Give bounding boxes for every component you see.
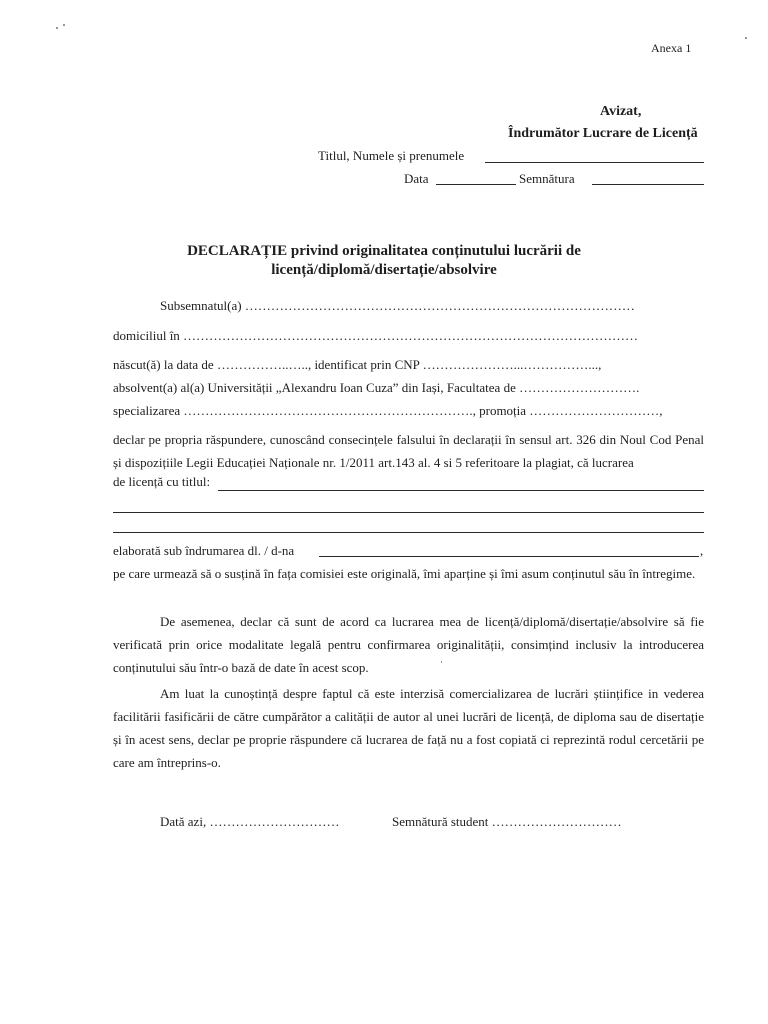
scan-speck	[56, 27, 58, 29]
thesis-title-label: de licență cu titlul:	[113, 474, 211, 489]
scan-speck	[63, 24, 65, 26]
defense-text: pe care urmează să o susțină în fața comisiei este originală, îmi aparține și îmi asum conținutul său în întregime.	[113, 566, 696, 581]
supervised-label: elaborată sub îndrumarea dl. / d-na	[113, 543, 295, 558]
title-line-1: DECLARAȚIE privind originalitatea conținutului lucrării de	[187, 243, 581, 259]
student-signature-field[interactable]: Semnătură student …………………………	[392, 814, 622, 829]
signed-line[interactable]: Subsemnatul(a) ………………………………………………………………………………	[160, 298, 635, 313]
supervised-comma: ,	[700, 543, 704, 558]
graduate-line[interactable]: absolvent(a) al(a) Universității „Alexandru Ioan Cuza” din Iași, Facultatea de ……………………….	[113, 380, 640, 395]
signature-label: Semnătura	[519, 171, 575, 186]
supervisor-name-field[interactable]	[319, 556, 699, 557]
annex-label: Anexa 1	[651, 41, 692, 55]
date-today-field[interactable]: Dată azi, …………………………	[160, 814, 340, 829]
declaration-text: declar pe propria răspundere, cunoscând consecințele falsului în declarații în sensul art. 326 din Noul Cod Penal și dispozițiile Legii Educației Naționale nr. 1/2011 art.143 al. 4 si 5 referitoare la plagiat, că lucrarea	[113, 432, 704, 470]
born-line[interactable]: născut(ă) la data de ……………..….., identificat prin CNP …………………...……………...,	[113, 357, 602, 372]
thesis-title-field-1[interactable]	[218, 490, 704, 491]
thesis-title-field-3[interactable]	[113, 532, 704, 533]
name-field[interactable]	[485, 162, 704, 163]
thesis-title-field-2[interactable]	[113, 512, 704, 513]
scan-speck	[745, 37, 747, 39]
specialization-line[interactable]: specializarea …………………………………………………………., promoția …………………………,	[113, 403, 663, 418]
name-label: Titlul, Numele și prenumele	[318, 148, 465, 163]
domicile-line[interactable]: domiciliul în ……………………………………………………………………………………………	[113, 328, 639, 343]
commerce-paragraph: Am luat la cunoștință despre faptul că este interzisă comercializarea de lucrări științifice in vederea facilitării fasificării de către cumpărător a calității de autor al unei lucrări de licență, de diploma sau de disertație și în acest sens, declar pe proprie răspundere că lucrarea de față nu a fost copiată ci reprezintă rodul cercetării pe care am întreprins-o.	[113, 686, 704, 770]
date-field[interactable]	[436, 184, 516, 185]
approved-label: Avizat,	[600, 104, 642, 119]
consent-paragraph: De asemenea, declar că sunt de acord ca lucrarea mea de licență/diplomă/disertație/absolvire să fie verificată prin orice modalitate legală pentru confirmarea originalității, consimțind inclusiv la introducerea conținutului său într-o bază de date în acest scop.	[113, 614, 704, 675]
title-line-2: licență/diplomă/disertație/absolvire	[271, 262, 497, 278]
declaration-title	[0, 242, 768, 280]
signature-field[interactable]	[592, 184, 704, 185]
date-label: Data	[404, 171, 429, 186]
supervisor-title: Îndrumător Lucrare de Licență	[508, 126, 698, 141]
